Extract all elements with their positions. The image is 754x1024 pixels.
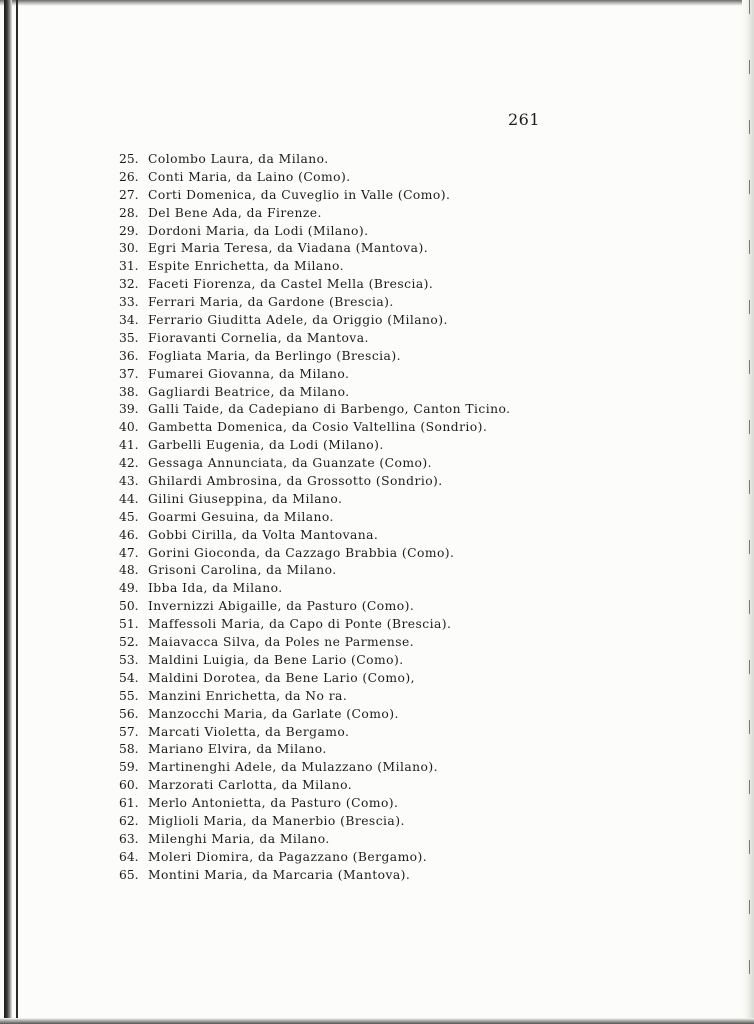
page-number: 261: [508, 110, 541, 129]
entry-number: 56.: [119, 706, 139, 721]
scan-right-edge: [742, 0, 754, 1024]
entry-number: 35.: [119, 330, 139, 345]
entry-text: Grisoni Carolina, da Milano.: [148, 563, 337, 578]
entry-number: 26.: [119, 169, 139, 184]
entry-number: 41.: [119, 438, 139, 453]
entry-number: 45.: [119, 509, 139, 524]
entry-number: 39.: [119, 402, 139, 417]
list-item: [119, 348, 510, 366]
entry-text: Maldini Luigia, da Bene Lario (Como).: [148, 652, 404, 667]
entry-text: Garbelli Eugenia, da Lodi (Milano).: [148, 438, 384, 453]
entry-number: 64.: [119, 849, 139, 864]
entry-number: 55.: [119, 688, 139, 703]
entry-number: 57.: [119, 724, 139, 739]
entry-number: 40.: [119, 420, 139, 435]
entry-number: 32.: [119, 277, 139, 292]
list-item: [119, 777, 510, 795]
entry-number: 30.: [119, 241, 139, 256]
entry-number: 46.: [119, 527, 139, 542]
entry-text: Miglioli Maria, da Manerbio (Brescia).: [148, 813, 405, 828]
entry-number: 65.: [119, 867, 139, 882]
entry-text: Marcati Violetta, da Bergamo.: [148, 724, 350, 739]
list-item: [119, 509, 510, 527]
entry-text: Ferrari Maria, da Gardone (Brescia).: [148, 295, 394, 310]
list-item: [119, 634, 510, 652]
entry-text: Fioravanti Cornelia, da Mantova.: [148, 330, 369, 345]
entry-number: 25.: [119, 152, 139, 166]
entry-text: Mariano Elvira, da Milano.: [148, 742, 327, 757]
entry-text: Gilini Giuseppina, da Milano.: [148, 491, 343, 506]
entry-number: 52.: [119, 635, 139, 650]
scan-right-edge-marks: [749, 0, 750, 1024]
list-item: [119, 831, 510, 849]
entry-number: 49.: [119, 581, 139, 596]
entry-text: Milenghi Maria, da Milano.: [148, 831, 330, 846]
list-item: [119, 473, 510, 491]
entry-number: 62.: [119, 813, 139, 828]
entry-text: Del Bene Ada, da Firenze.: [148, 205, 322, 220]
entry-text: Gessaga Annunciata, da Guanzate (Como).: [148, 456, 432, 471]
list-item: [119, 258, 510, 276]
list-item: [119, 169, 510, 187]
name-list: [119, 151, 510, 885]
list-item: [119, 670, 510, 688]
entry-text: Gorini Gioconda, da Cazzago Brabbia (Como).: [148, 545, 455, 560]
list-item: [119, 294, 510, 312]
list-item: [119, 562, 510, 580]
list-item: [119, 598, 510, 616]
list-item: [119, 795, 510, 813]
entry-text: Conti Maria, da Laino (Como).: [148, 169, 351, 184]
entry-text: Manzini Enrichetta, da No ra.: [148, 688, 348, 703]
entry-number: 61.: [119, 796, 139, 811]
entry-text: Ghilardi Ambrosina, da Grossotto (Sondrio).: [148, 474, 443, 489]
entry-text: Marzorati Carlotta, da Milano.: [148, 778, 353, 793]
list-item: [119, 151, 510, 169]
entry-text: Montini Maria, da Marcaria (Mantova).: [148, 867, 411, 882]
entry-text: Gagliardi Beatrice, da Milano.: [148, 384, 350, 399]
entry-text: Martinenghi Adele, da Mulazzano (Milano).: [148, 760, 438, 775]
list-item: [119, 616, 510, 634]
list-item: [119, 437, 510, 455]
entry-text: Gambetta Domenica, da Cosio Valtellina (Sondrio).: [148, 420, 488, 435]
list-item: [119, 741, 510, 759]
list-item: [119, 688, 510, 706]
list-item: [119, 401, 510, 419]
scan-top-edge: [0, 0, 754, 6]
entry-text: Maldini Dorotea, da Bene Lario (Como),: [148, 670, 415, 685]
entry-number: 33.: [119, 295, 139, 310]
list-item: [119, 366, 510, 384]
list-item: [119, 276, 510, 294]
entry-number: 60.: [119, 778, 139, 793]
entry-number: 48.: [119, 563, 139, 578]
list-item: [119, 813, 510, 831]
list-item: [119, 187, 510, 205]
list-item: [119, 867, 510, 885]
entry-number: 28.: [119, 205, 139, 220]
entry-text: Faceti Fiorenza, da Castel Mella (Brescia).: [148, 277, 434, 292]
entry-number: 50.: [119, 599, 139, 614]
scan-binding-line: [16, 0, 18, 1024]
entry-text: Manzocchi Maria, da Garlate (Como).: [148, 706, 399, 721]
entry-text: Gobbi Cirilla, da Volta Mantovana.: [148, 527, 379, 542]
entry-number: 53.: [119, 652, 139, 667]
entry-text: Dordoni Maria, da Lodi (Milano).: [148, 223, 369, 238]
entry-text: Merlo Antonietta, da Pasturo (Como).: [148, 796, 399, 811]
list-item: [119, 652, 510, 670]
entry-text: Galli Taide, da Cadepiano di Barbengo, Canton Ticino.: [148, 402, 511, 417]
list-item: [119, 205, 510, 223]
entry-number: 34.: [119, 313, 139, 328]
list-item: [119, 330, 510, 348]
list-item: [119, 545, 510, 563]
entry-text: Goarmi Gesuina, da Milano.: [148, 509, 334, 524]
entry-text: Corti Domenica, da Cuveglio in Valle (Como).: [148, 187, 451, 202]
list-item: [119, 384, 510, 402]
entry-text: Maiavacca Silva, da Poles ne Parmense.: [148, 635, 415, 650]
entry-text: Egri Maria Teresa, da Viadana (Mantova).: [148, 241, 429, 256]
list-item: [119, 455, 510, 473]
entry-number: 51.: [119, 617, 139, 632]
entry-number: 27.: [119, 187, 139, 202]
list-item: [119, 223, 510, 241]
list-item: [119, 240, 510, 258]
list-item: [119, 312, 510, 330]
entry-number: 42.: [119, 456, 139, 471]
list-item: [119, 419, 510, 437]
list-item: [119, 724, 510, 742]
entry-number: 36.: [119, 348, 139, 363]
entry-number: 29.: [119, 223, 139, 238]
entry-text: Ferrario Giuditta Adele, da Origgio (Milano).: [148, 313, 448, 328]
entry-number: 43.: [119, 474, 139, 489]
entry-number: 31.: [119, 259, 139, 274]
list-item: [119, 580, 510, 598]
entry-text: Fumarei Giovanna, da Milano.: [148, 366, 350, 381]
entry-text: Colombo Laura, da Milano.: [148, 152, 329, 166]
entry-number: 47.: [119, 545, 139, 560]
entry-number: 54.: [119, 670, 139, 685]
list-item: [119, 706, 510, 724]
scan-binding-edge: [4, 0, 12, 1024]
entry-text: Moleri Diomira, da Pagazzano (Bergamo).: [148, 849, 428, 864]
entry-number: 37.: [119, 366, 139, 381]
entry-text: Espite Enrichetta, da Milano.: [148, 259, 345, 274]
entry-number: 58.: [119, 742, 139, 757]
entry-text: Maffessoli Maria, da Capo di Ponte (Brescia).: [148, 617, 452, 632]
entry-number: 59.: [119, 760, 139, 775]
entry-number: 38.: [119, 384, 139, 399]
entry-number: 63.: [119, 831, 139, 846]
entry-text: Ibba Ida, da Milano.: [148, 581, 283, 596]
list-item: [119, 527, 510, 545]
entry-text: Fogliata Maria, da Berlingo (Brescia).: [148, 348, 401, 363]
scan-bottom-edge: [0, 1018, 754, 1024]
list-item: [119, 759, 510, 777]
entry-text: Invernizzi Abigaille, da Pasturo (Como).: [148, 599, 415, 614]
list-item: [119, 491, 510, 509]
entry-number: 44.: [119, 491, 139, 506]
list-item: [119, 849, 510, 867]
